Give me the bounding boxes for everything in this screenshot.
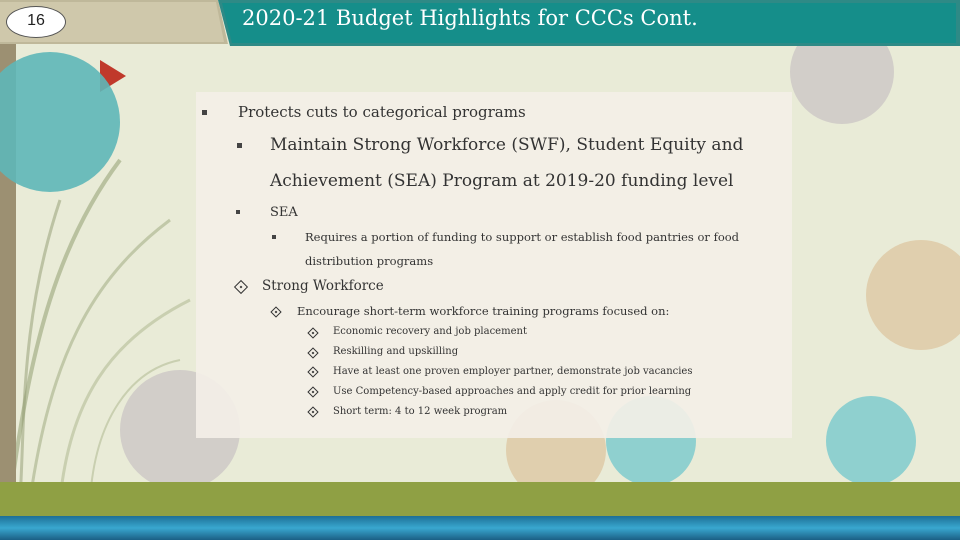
bullet-swf-sea-line1: Maintain Strong Workforce (SWF), Student Equity and: [270, 135, 744, 155]
bullet-sea: SEA: [270, 205, 298, 220]
bullet-sea-requirement-line2: distribution programs: [305, 254, 434, 268]
bullet-square: [202, 110, 207, 115]
bullet-square: [272, 235, 276, 239]
bullet-swf-sea-line2: Achievement (SEA) Program at 2019-20 funding level: [270, 171, 734, 191]
bullet-strong-workforce: Strong Workforce: [262, 278, 384, 294]
bullet-square: [236, 210, 240, 214]
list-item: Use Competency-based approaches and apply credit for prior learning: [333, 386, 692, 397]
ground-band: [0, 482, 960, 518]
tan-circle: [866, 240, 960, 350]
water-band: [0, 516, 960, 540]
bullet-categorical: Protects cuts to categorical programs: [238, 103, 526, 121]
slide-title: 2020-21 Budget Highlights for CCCs Cont.: [242, 6, 698, 30]
slide-number: 16: [27, 12, 45, 29]
list-item: Reskilling and upskilling: [333, 346, 459, 357]
list-item: Short term: 4 to 12 week program: [333, 406, 508, 417]
list-item: Economic recovery and job placement: [333, 326, 527, 337]
bullet-encourage-training: Encourage short-term workforce training programs focused on:: [297, 304, 670, 318]
list-item: Have at least one proven employer partner, demonstrate job vacancies: [333, 366, 693, 377]
bullet-square: [237, 143, 242, 148]
bullet-sea-requirement-line1: Requires a portion of funding to support or establish food pantries or food: [305, 230, 740, 244]
teal-small-circle: [826, 396, 916, 486]
